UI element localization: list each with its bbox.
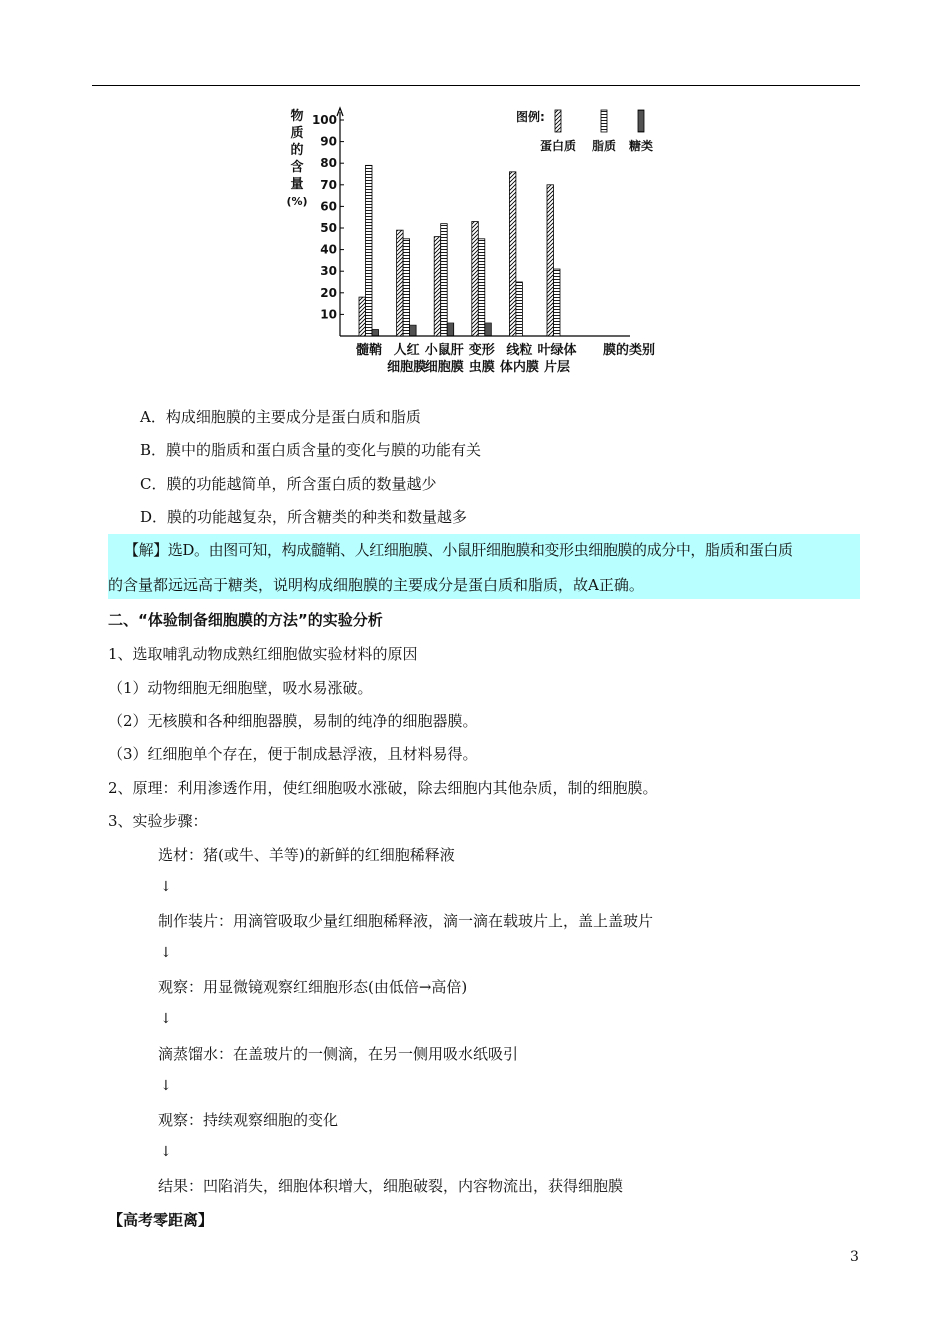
step-6: 结果：凹陷消失，细胞体积增大，细胞破裂，内容物流出，获得细胞膜 (158, 1177, 624, 1195)
bar (441, 224, 448, 336)
y-tick-label: 40 (320, 242, 337, 257)
bar (554, 269, 561, 336)
y-tick-label: 10 (320, 307, 337, 322)
y-tick-label: 20 (320, 285, 337, 300)
answer-line-2: 的含量都远远高于糖类，说明构成细胞膜的主要成分是蛋白质和脂质，故A正确。 (108, 576, 644, 594)
category-label: 细胞膜 (387, 360, 427, 375)
bar (516, 282, 523, 336)
bar (397, 230, 404, 336)
option-a: A．构成细胞膜的主要成分是蛋白质和脂质 (140, 408, 421, 426)
page-number: 3 (850, 1249, 859, 1265)
answer-line-1: 【解】选D。由图可知，构成髓鞘、人红细胞膜、小鼠肝细胞膜和变形虫细胞膜的成分中，脂质和蛋白质 (124, 541, 793, 559)
down-arrow-icon: ↓ (160, 945, 172, 961)
y-tick-label: 70 (320, 177, 337, 192)
category-label: 线粒 (506, 343, 533, 358)
y-tick-label: 30 (320, 264, 337, 279)
membrane-composition-chart (270, 98, 710, 378)
down-arrow-icon: ↓ (160, 879, 172, 895)
header-rule (92, 85, 860, 86)
category-label: 人红 (393, 343, 420, 358)
bar (485, 323, 492, 336)
y-tick-label: 50 (320, 221, 337, 235)
step-4: 滴蒸馏水：在盖玻片的一侧滴，在另一侧用吸水纸吸引 (158, 1045, 519, 1063)
step-5: 观察：持续观察细胞的变化 (158, 1111, 339, 1129)
paragraph-1a: （1）动物细胞无细胞壁，吸水易涨破。 (108, 679, 373, 697)
category-label: 片层 (543, 360, 571, 375)
y-axis-label: 量 (290, 177, 304, 192)
bar (410, 325, 417, 336)
y-tick-label: 80 (320, 156, 337, 171)
step-3: 观察：用显微镜观察红细胞形态(由低倍→高倍) (158, 978, 468, 996)
section-heading: 二、“体验制备细胞膜的方法”的实验分析 (108, 611, 383, 629)
legend-title: 图例: (516, 110, 545, 124)
y-tick-label: 90 (320, 134, 337, 149)
bar (359, 297, 366, 336)
category-label: 髓鞘 (355, 343, 383, 358)
bar (472, 222, 479, 336)
y-axis-label: 质 (290, 126, 304, 141)
category-label: 小鼠肝 (424, 343, 464, 358)
y-tick-label: 60 (320, 199, 337, 214)
bar (372, 330, 379, 336)
down-arrow-icon: ↓ (160, 1144, 172, 1160)
option-b: B．膜中的脂质和蛋白质含量的变化与膜的功能有关 (140, 441, 482, 459)
step-2: 制作装片：用滴管吸取少量红细胞稀释液，滴一滴在载玻片上，盖上盖玻片 (158, 912, 654, 930)
category-label: 叶绿体 (537, 343, 577, 358)
bar (547, 185, 554, 336)
y-tick-label: 100 (311, 113, 337, 127)
legend-label: 蛋白质 (539, 139, 577, 153)
step-1: 选材：猪(或牛、羊等)的新鲜的红细胞稀释液 (158, 846, 455, 864)
down-arrow-icon: ↓ (160, 1011, 172, 1027)
option-d: D．膜的功能越复杂，所含糖类的种类和数量越多 (140, 508, 468, 526)
y-axis-label: (%) (286, 195, 308, 208)
bar (403, 239, 410, 336)
legend-swatch (601, 110, 607, 132)
legend-label: 糖类 (628, 139, 654, 153)
category-label: 变形 (468, 343, 495, 358)
legend-swatch (555, 110, 561, 132)
bar (478, 239, 485, 336)
paragraph-2: 2、原理：利用渗透作用，使红细胞吸水涨破，除去细胞内其他杂质，制的细胞膜。 (108, 779, 658, 797)
y-axis-label: 物 (290, 109, 304, 124)
down-arrow-icon: ↓ (160, 1078, 172, 1094)
legend-swatch (638, 110, 644, 132)
category-label: 细胞膜 (424, 360, 464, 375)
bar (366, 165, 373, 336)
paragraph-1: 1、选取哺乳动物成熟红细胞做实验材料的原因 (108, 645, 418, 663)
paragraph-3: 3、实验步骤： (108, 812, 208, 830)
legend-label: 脂质 (591, 139, 617, 153)
paragraph-1c: （3）红细胞单个存在，便于制成悬浮液，且材料易得。 (108, 745, 478, 763)
x-axis-label: 膜的类别 (603, 343, 656, 358)
option-c: C．膜的功能越简单，所含蛋白质的数量越少 (140, 475, 437, 493)
paragraph-1b: （2）无核膜和各种细胞器膜，易制的纯净的细胞器膜。 (108, 712, 478, 730)
bar (447, 323, 454, 336)
category-label: 虫膜 (468, 360, 495, 375)
y-axis-label: 含 (290, 160, 304, 175)
exam-section-heading: 【高考零距离】 (108, 1211, 214, 1229)
bar (509, 172, 516, 336)
category-label: 体内膜 (499, 360, 539, 375)
y-axis-label: 的 (290, 143, 304, 158)
bar (434, 237, 441, 336)
